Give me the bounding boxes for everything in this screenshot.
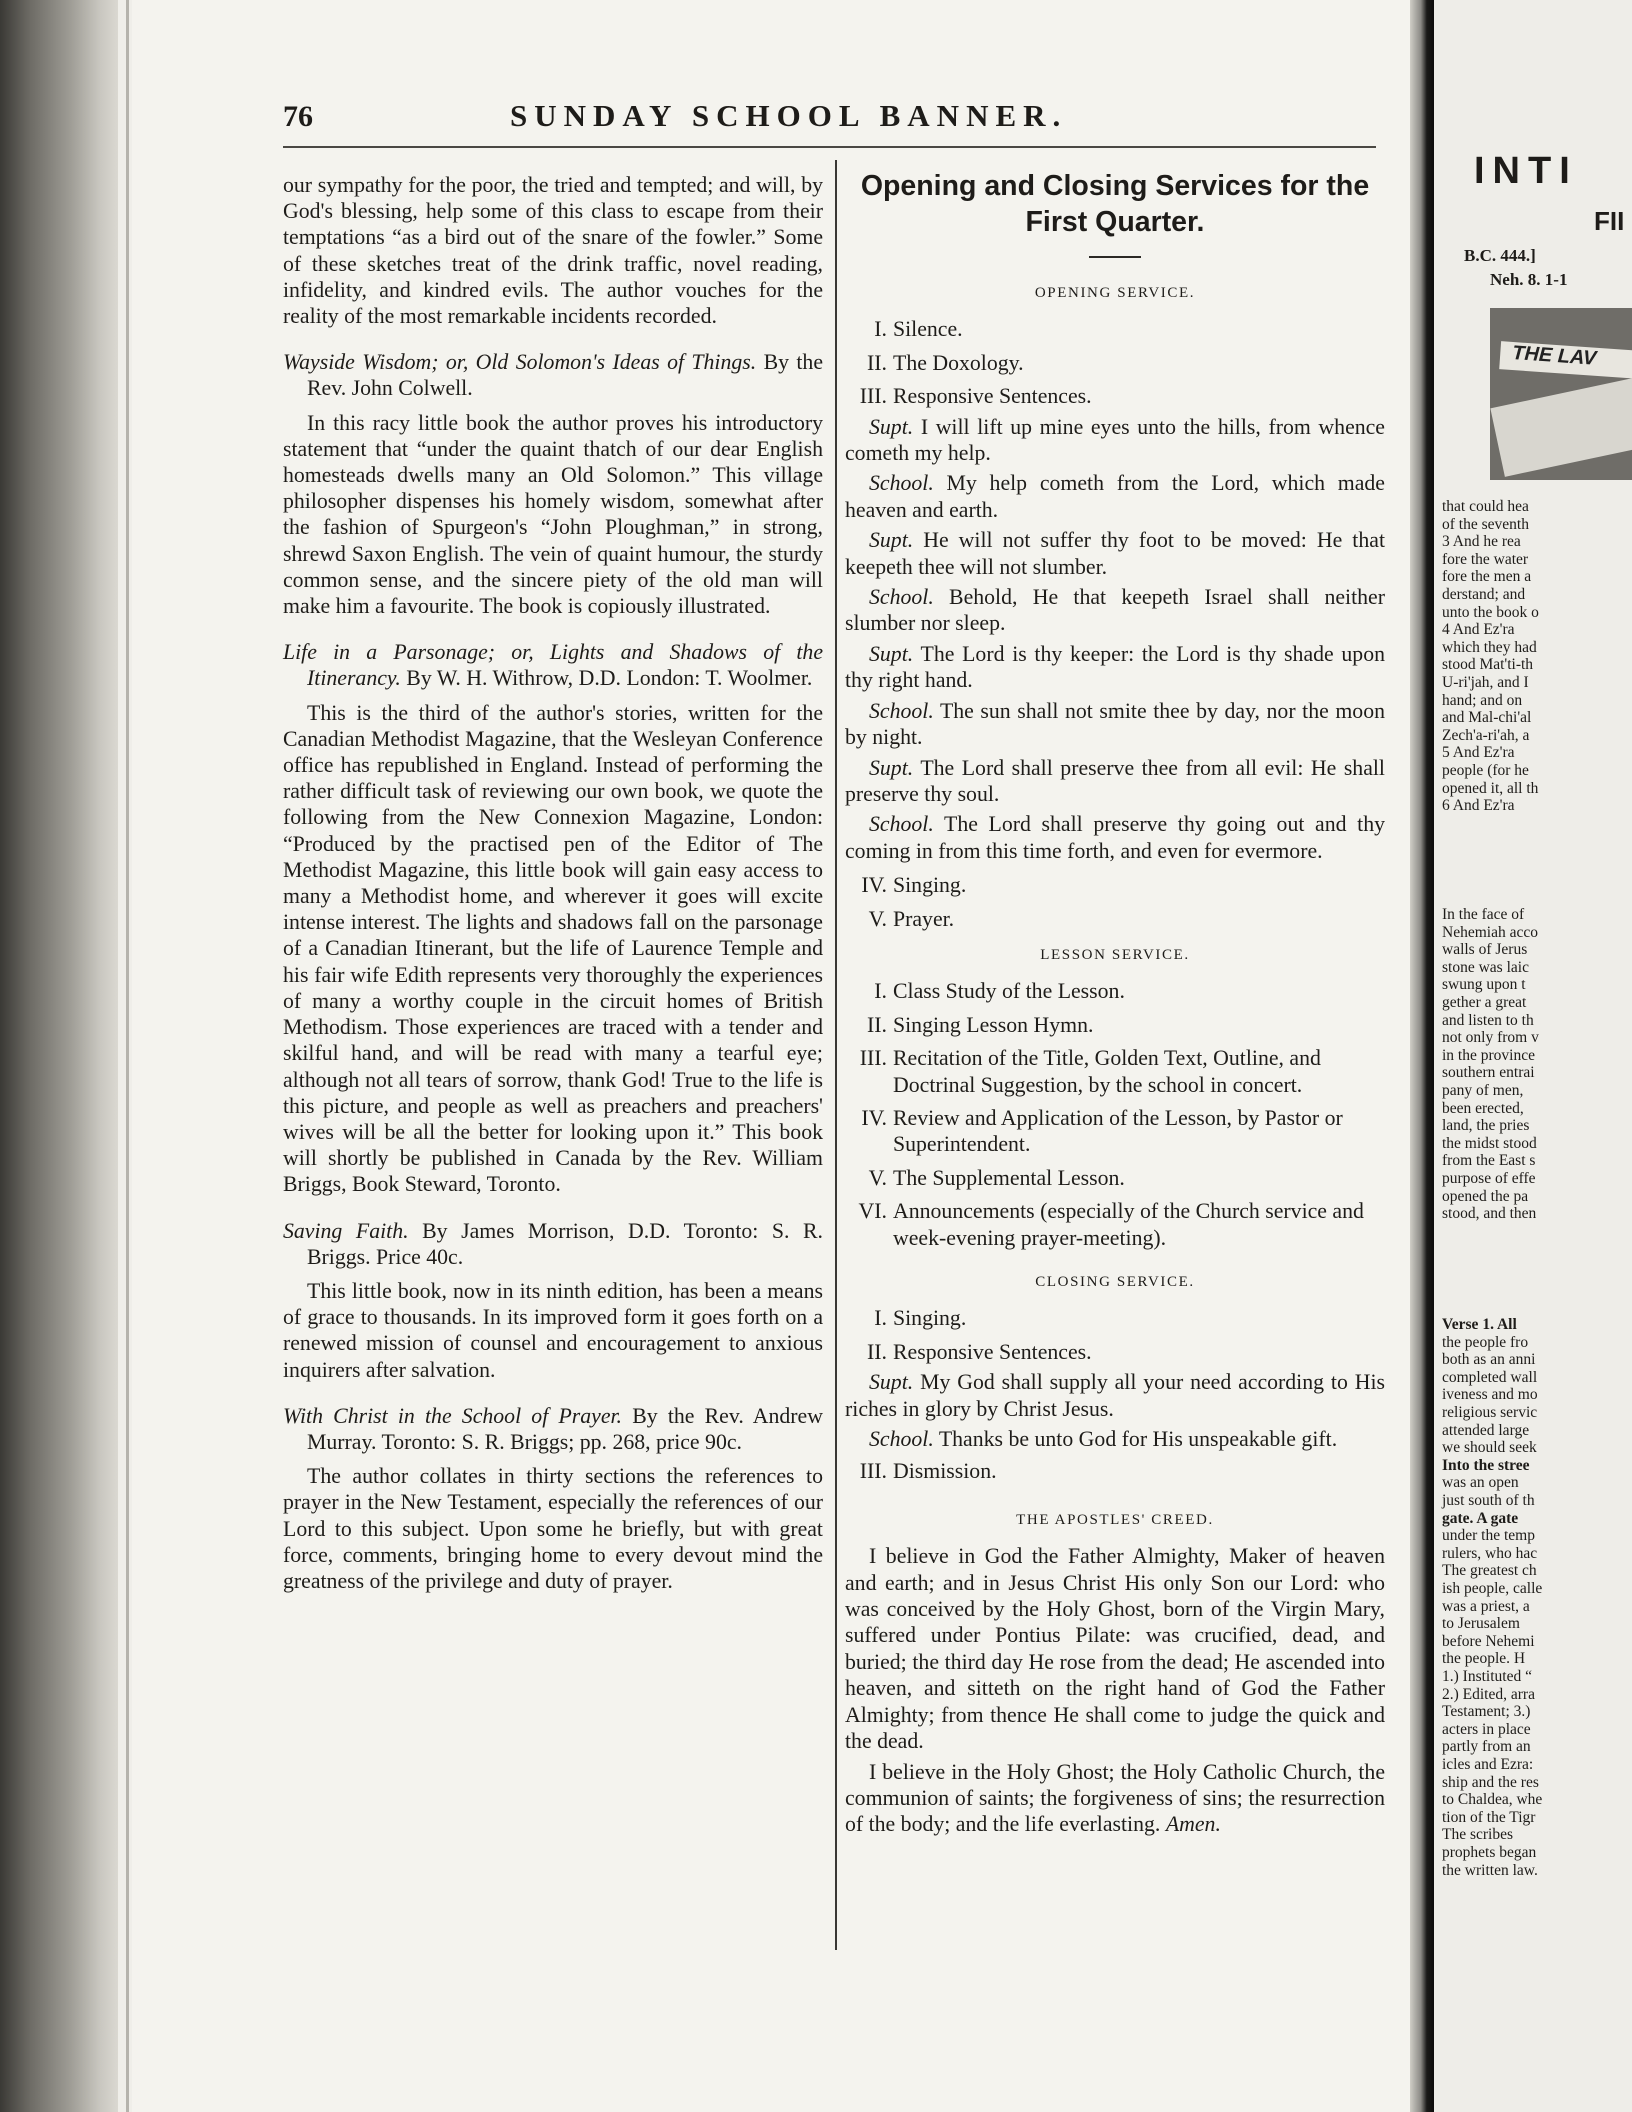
- next-page-line: just south of th: [1442, 1492, 1535, 1509]
- next-page-line: swung upon t: [1442, 976, 1526, 994]
- next-page-line: not only from v: [1442, 1029, 1539, 1047]
- next-page-line: In the face of: [1442, 906, 1525, 923]
- book-title: With Christ in the School of Prayer.: [283, 1403, 623, 1428]
- list-item: [845, 1165, 1385, 1191]
- next-page-fragment: [1434, 0, 1632, 2112]
- item-text: Recitation of the Title, Golden Text, Outline, and Doctrinal Suggestion, by the school in concert.: [893, 1046, 1321, 1097]
- review-title-line: [283, 349, 823, 401]
- next-page-line: hand; and on: [1442, 691, 1523, 709]
- item-text: Singing.: [893, 1306, 967, 1331]
- next-page-line: gate. A gate: [1442, 1509, 1519, 1527]
- review-body: The author collates in thirty sections the references to prayer in the New Testament, especially the references of our Lord to this subject. Upon some he briefly, but with great force, comments, bringing home to every devout mind the greatness of the privilege and duty of prayer.: [283, 1464, 823, 1593]
- speaker: School.: [869, 585, 934, 610]
- next-page-line: been erected,: [1442, 1099, 1524, 1117]
- list-item: [845, 1012, 1385, 1038]
- next-page-line: 6 And Ez'ra: [1442, 797, 1515, 815]
- page-edge-line: [126, 0, 129, 2112]
- running-head: SUNDAY SCHOOL BANNER.: [510, 98, 1068, 133]
- book-title: Saving Faith.: [283, 1218, 409, 1243]
- next-page-line: Zech'a-ri'ah, a: [1442, 726, 1530, 744]
- list-item: [845, 383, 1385, 409]
- responsive-sentence: [845, 414, 1385, 467]
- sentence-text: Behold, He that keepeth Israel shall neither slumber nor sleep.: [845, 585, 1385, 636]
- item-number: III.: [859, 384, 887, 409]
- item-text: Responsive Sentences.: [893, 384, 1092, 409]
- list-item: [845, 350, 1385, 376]
- next-page-line: Nehemiah acco: [1442, 923, 1538, 941]
- list-item: [845, 906, 1385, 932]
- book-byline: By the Rev. Andrew Murray. Toronto: S. R. Briggs; pp. 268, price 90c.: [307, 1403, 823, 1454]
- scroll-image: [1490, 377, 1632, 477]
- list-item: [845, 1305, 1385, 1331]
- creed-paragraph: [845, 1759, 1385, 1838]
- speaker: Supt.: [869, 755, 914, 780]
- next-page-line: 5 And Ez'ra: [1442, 744, 1515, 762]
- next-page-line: to Jerusalem: [1442, 1615, 1520, 1633]
- next-page-line: 2.) Edited, arra: [1442, 1685, 1535, 1703]
- amen: Amen.: [1165, 1812, 1221, 1837]
- next-page-line: religious servic: [1442, 1404, 1538, 1421]
- next-page-line: opened it, all th: [1442, 779, 1539, 797]
- next-page-line: was an open: [1442, 1474, 1519, 1492]
- title-rule: [1089, 256, 1141, 258]
- next-page-title: INTI: [1474, 150, 1578, 192]
- next-page-line: land, the pries: [1442, 1117, 1530, 1135]
- next-page-line: 1.) Instituted “: [1442, 1668, 1532, 1685]
- next-page-line: acters in place: [1442, 1720, 1531, 1738]
- item-number: I.: [874, 979, 887, 1004]
- item-number: IV.: [861, 1105, 887, 1130]
- next-page-line: the midst stood: [1442, 1134, 1537, 1152]
- next-page-line: 3 And he rea: [1442, 533, 1521, 551]
- next-page-line: U-ri'jah, and I: [1442, 674, 1529, 691]
- next-page-line: icles and Ezra:: [1442, 1756, 1534, 1773]
- page-number: 76: [283, 100, 313, 133]
- next-page-line: gether a great: [1442, 994, 1527, 1011]
- responsive-sentence: [845, 641, 1385, 694]
- next-page-line: Testament; 3.): [1442, 1703, 1531, 1721]
- next-page-line: of the seventh: [1442, 515, 1529, 533]
- responsive-sentence: [845, 470, 1385, 523]
- header-rule: [283, 146, 1376, 148]
- sentence-text: The Lord is thy keeper: the Lord is thy shade upon thy right hand.: [845, 641, 1385, 693]
- item-text: Dismission.: [893, 1459, 997, 1484]
- item-text: Singing.: [893, 873, 967, 898]
- next-page-line: ish people, calle: [1442, 1580, 1543, 1597]
- illustration-banner: THE LAV: [1499, 341, 1632, 379]
- section-title: Opening and Closing Services for the First Quarter.: [860, 170, 1370, 238]
- next-page-line: which they had: [1442, 638, 1537, 656]
- item-text: Class Study of the Lesson.: [893, 979, 1125, 1004]
- next-page-line: completed wall: [1442, 1368, 1538, 1386]
- sentence-text: I will lift up mine eyes unto the hills, from whence cometh my help.: [845, 414, 1385, 466]
- next-page-line: partly from an: [1442, 1738, 1531, 1756]
- next-page-line: The greatest ch: [1442, 1562, 1537, 1580]
- next-page-line: opened the pa: [1442, 1187, 1529, 1205]
- next-page-line: from the East s: [1442, 1152, 1536, 1170]
- next-page-line: derstand; and: [1442, 586, 1526, 603]
- next-page-line: under the temp: [1442, 1527, 1535, 1545]
- review-body: This is the third of the author's stories, written for the Canadian Methodist Magazine, that the Wesleyan Conference office has republished in England. Instead of performing the rather difficult task of reviewing our own book, we quote the following from the New Connexion Magazine, London: “Produced by the practised pen of the Editor of The Methodist Magazine, this little book will gain easy access to many a Methodist home, and wherever it goes will excite intense interest. The lights and shadows fall on the parsonage of a Canadian Itinerant, but the life of Laurence Temple and his fair wife Edith represents very thoroughly the experiences of many a worthy couple in the circuit homes of British Methodism. Those experiences are traced with a tender and skilful hand, and will be read with many a tearful eye; although not all tears of sorrow, thank God! True to the life is this picture, and people as well as preachers and preachers' wives will be all the better for looking upon it.” This book will shortly be published in Canada by the Rev. William Briggs, Book Steward, Toronto.: [283, 700, 823, 1197]
- sentence-text: He will not suffer thy foot to be moved: He that keepeth thee will not slumber.: [845, 528, 1385, 579]
- speaker: Supt.: [869, 641, 914, 666]
- item-number: II.: [867, 1339, 887, 1364]
- speaker: Supt.: [869, 528, 914, 553]
- left-column: [283, 172, 823, 1594]
- item-number: III.: [859, 1459, 887, 1484]
- next-page-line: stood Mat'ti-th: [1442, 656, 1534, 674]
- speaker: Supt.: [869, 414, 914, 439]
- responsive-sentence: [845, 1426, 1385, 1452]
- next-page-line: purpose of effe: [1442, 1170, 1536, 1187]
- next-page-line: tion of the Tigr: [1442, 1808, 1536, 1826]
- sentence-text: The Lord shall preserve thee from all evil: He shall preserve thy soul.: [845, 755, 1385, 806]
- next-page-line: before Nehemi: [1442, 1632, 1535, 1650]
- sentence-text: My help cometh from the Lord, which made heaven and earth.: [845, 471, 1385, 522]
- next-page-line: stone was laic: [1442, 958, 1529, 976]
- review-body: This little book, now in its ninth edition, has been a means of grace to thousands. In its improved form it goes forth on a renewed mission of counsel and encouragement to anxious inquirers after salvation.: [283, 1278, 823, 1382]
- creed-heading: THE APOSTLES' CREED.: [1016, 1511, 1214, 1528]
- item-text: Silence.: [893, 317, 963, 342]
- item-number: I.: [874, 1306, 887, 1331]
- sentence-text: My God shall supply all your need according to His riches in glory by Christ Jesus.: [845, 1370, 1385, 1421]
- speaker: School.: [869, 812, 934, 837]
- next-page-line: the people fro: [1442, 1333, 1529, 1351]
- next-page-line: people (for he: [1442, 762, 1529, 779]
- next-page-line: fore the water: [1442, 550, 1529, 568]
- next-page-line: both as an anni: [1442, 1351, 1536, 1369]
- next-page-line: southern entrai: [1442, 1064, 1535, 1082]
- creed-paragraph: I believe in God the Father Almighty, Maker of heaven and earth; and in Jesus Christ His only Son our Lord: who was conceived by the Holy Ghost, born of the Virgin Mary, suffered under Pontius Pilate: was crucified, dead, and buried; the third day He rose from the dead; He ascended into heaven, and sitteth on the right hand of God the Father Almighty; from thence He shall come to judge the quick and the dead.: [845, 1544, 1385, 1754]
- next-page-line: stood, and then: [1442, 1205, 1537, 1223]
- next-page-line: Into the stree: [1442, 1456, 1530, 1474]
- sentence-text: The Lord shall preserve thy going out and thy coming in from this time forth, and even for evermore.: [845, 812, 1385, 863]
- illustration: [1490, 308, 1632, 480]
- review-entry: [283, 1218, 823, 1383]
- next-page-line: to Chaldea, whe: [1442, 1791, 1543, 1809]
- closing-service-heading: CLOSING SERVICE.: [1035, 1274, 1195, 1290]
- book-byline: By James Morrison, D.D. Toronto: S. R. Briggs. Price 40c.: [307, 1218, 824, 1269]
- item-number: II.: [867, 1012, 887, 1037]
- item-number: II.: [867, 350, 887, 375]
- creed-text: I believe in the Holy Ghost; the Holy Catholic Church, the communion of saints; the forgiveness of sins; the resurrection of the body; and the life everlasting.: [845, 1759, 1385, 1837]
- item-number: V.: [868, 906, 887, 931]
- next-page-line: The scribes: [1442, 1826, 1514, 1844]
- list-item: [845, 1458, 1385, 1484]
- sentence-text: The sun shall not smite thee by day, nor the moon by night.: [845, 698, 1385, 750]
- next-page-line: pany of men,: [1442, 1082, 1524, 1099]
- next-page-line: fore the men a: [1442, 568, 1532, 586]
- book-title: Life in a Parsonage; or, Lights and Shadows of the Itinerancy.: [283, 640, 823, 691]
- next-page-line: prophets began: [1442, 1844, 1537, 1861]
- item-number: VI.: [858, 1199, 887, 1224]
- speaker: School.: [869, 471, 934, 496]
- scan-binding-edge: [0, 0, 118, 2112]
- next-page-line: that could hea: [1442, 498, 1529, 515]
- item-text: Prayer.: [893, 906, 955, 931]
- review-title-line: [283, 639, 823, 691]
- column-divider: [835, 160, 837, 1950]
- next-page-subtitle: FII: [1594, 206, 1625, 236]
- continued-paragraph: our sympathy for the poor, the tried and tempted; and will, by God's blessing, help some of this class to escape from their temptations “as a bird out of the snare of the fowler.” Some of these sketches treat of the drink traffic, novel reading, infidelity, and kindred evils. The author vouches for the reality of the most remarkable incidents recorded.: [283, 173, 823, 329]
- speaker: Supt.: [869, 1370, 914, 1395]
- item-text: Review and Application of the Lesson, by Pastor or Superintendent.: [893, 1105, 1343, 1157]
- item-number: V.: [868, 1165, 887, 1190]
- next-page-line: the people. H: [1442, 1650, 1526, 1668]
- book-byline: By W. H. Withrow, D.D. London: T. Woolmer.: [400, 666, 813, 691]
- book-gutter: [1410, 0, 1434, 2112]
- lesson-service-heading: LESSON SERVICE.: [1040, 946, 1190, 963]
- item-text: The Doxology.: [893, 350, 1024, 375]
- review-title-line: [283, 1218, 823, 1270]
- next-page-line: and listen to th: [1442, 1011, 1534, 1029]
- list-item: [845, 1105, 1385, 1158]
- next-page-line: we should seek: [1442, 1439, 1537, 1457]
- next-page-line: in the province: [1442, 1046, 1535, 1064]
- next-page-reference: Neh. 8. 1-1: [1490, 270, 1568, 289]
- item-text: Responsive Sentences.: [893, 1339, 1092, 1364]
- speaker: School.: [869, 1427, 934, 1452]
- opening-service-heading: OPENING SERVICE.: [1034, 285, 1196, 301]
- next-page-date: B.C. 444.]: [1464, 246, 1536, 265]
- next-page-line: was a priest, a: [1442, 1597, 1530, 1615]
- list-item: [845, 1339, 1385, 1365]
- review-body: In this racy little book the author proves his introductory statement that “under the quaint thatch of our dear English homesteads dwells many an Old Solomon.” This village philosopher dispenses his homely wisdom, somewhat after the fashion of Spurgeon's “John Ploughman,” in strong, shrewd Saxon English. The vein of quaint humour, the sturdy common sense, and the sincere piety of the old man will make him a favourite. The book is copiously illustrated.: [283, 410, 823, 619]
- responsive-sentence: [845, 527, 1385, 580]
- next-page-line: ship and the res: [1442, 1773, 1539, 1791]
- next-page-line: Verse 1. All: [1442, 1316, 1517, 1333]
- responsive-sentence: [845, 698, 1385, 751]
- next-page-line: rulers, who hac: [1442, 1544, 1538, 1562]
- list-item: [845, 872, 1385, 898]
- next-page-line: 4 And Ez'ra: [1442, 621, 1515, 639]
- review-entry: [283, 1403, 823, 1594]
- book-byline: By the Rev. John Colwell.: [307, 350, 823, 401]
- right-column: [845, 168, 1385, 1838]
- list-item: [845, 1198, 1385, 1251]
- responsive-sentence: [845, 1369, 1385, 1422]
- list-item: [845, 1045, 1385, 1098]
- list-item: [845, 316, 1385, 342]
- speaker: School.: [869, 698, 934, 723]
- responsive-sentence: [845, 584, 1385, 637]
- next-page-line: the written law.: [1442, 1861, 1538, 1879]
- next-page-line: attended large: [1442, 1421, 1530, 1439]
- item-number: III.: [859, 1046, 887, 1071]
- review-title-line: [283, 1403, 823, 1455]
- next-page-line: iveness and mo: [1442, 1386, 1538, 1404]
- next-page-line: and Mal-chi'al: [1442, 709, 1532, 727]
- review-entry: [283, 639, 823, 1197]
- list-item: [845, 978, 1385, 1004]
- review-entry: [283, 349, 823, 619]
- book-title: Wayside Wisdom; or, Old Solomon's Ideas of Things.: [283, 350, 757, 375]
- item-text: Singing Lesson Hymn.: [893, 1012, 1094, 1037]
- item-text: Announcements (especially of the Church service and week-evening prayer-meeting).: [893, 1199, 1364, 1250]
- item-text: The Supplemental Lesson.: [893, 1165, 1125, 1190]
- sentence-text: Thanks be unto God for His unspeakable gift.: [933, 1427, 1338, 1452]
- item-number: IV.: [861, 873, 887, 898]
- responsive-sentence: [845, 811, 1385, 864]
- responsive-sentence: [845, 755, 1385, 808]
- next-page-line: walls of Jerus: [1442, 941, 1528, 959]
- item-number: I.: [874, 317, 887, 342]
- next-page-line: unto the book o: [1442, 603, 1539, 621]
